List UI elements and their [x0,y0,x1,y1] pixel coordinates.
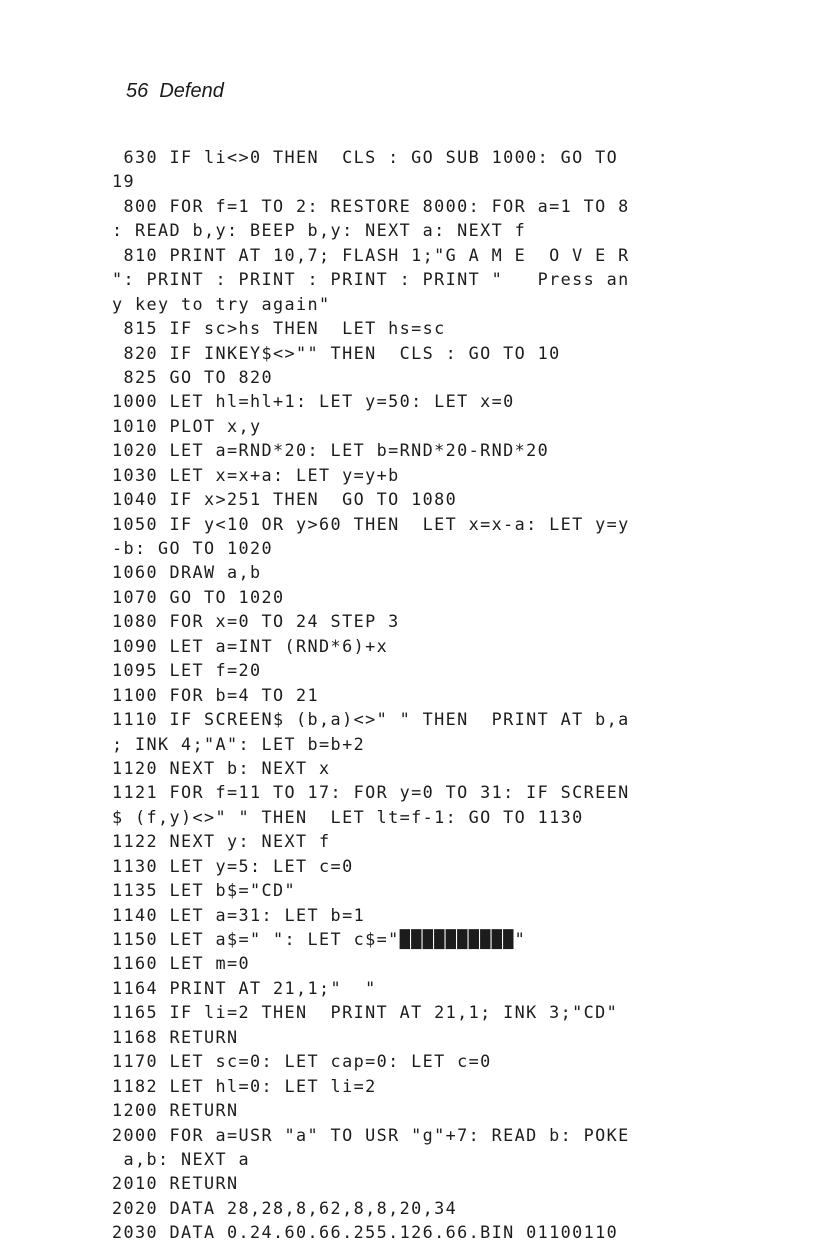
code-line: -b: GO TO 1020 [112,538,274,558]
code-line: 1010 PLOT x,y [112,415,262,436]
code-line: 800 FOR f=1 TO 2: RESTORE 8000: FOR a=1 TO 8 [112,195,630,216]
code-line: 1040 IF x>251 THEN GO TO 1080 [112,489,458,510]
code-line: 815 IF sc>hs THEN LET hs=sc [112,318,446,339]
code-line: 2030 DATA 0.24.60.66.255.126.66.BIN 01100110 [112,1222,619,1243]
code-line: 1164 PRINT AT 21,1;" " [112,977,377,998]
code-line: 1170 LET sc=0: LET cap=0: LET c=0 [112,1051,492,1072]
code-line: 1150 LET a$=" ": LET c$="██████████" [112,929,527,949]
code-line: 2010 RETURN [112,1173,239,1194]
code-line: 1110 IF SCREEN$ (b,a)<>" " THEN PRINT AT b,a [112,709,630,730]
program-listing [112,145,752,1245]
code-line: 1030 LET x=x+a: LET y=y+b [112,464,400,485]
code-line: 1120 NEXT b: NEXT x [112,757,331,778]
code-line: y key to try again" [112,293,331,314]
code-line: $ (f,y)<>" " THEN LET lt=f-1: GO TO 1130 [112,806,584,827]
code-line: ; INK 4;"A": LET b=b+2 [112,733,366,754]
code-line: 2000 FOR a=USR "a" TO USR "g"+7: READ b: POKE [112,1124,630,1145]
code-line: 1121 FOR f=11 TO 17: FOR y=0 TO 31: IF SCREEN [112,782,630,803]
code-line: ": PRINT : PRINT : PRINT : PRINT " Press an [112,269,630,290]
code-line: 1130 LET y=5: LET c=0 [112,855,354,876]
code-line: 1165 IF li=2 THEN PRINT AT 21,1; INK 3;"CD" [112,1002,619,1023]
code-line: 1100 FOR b=4 TO 21 [112,684,320,705]
code-line: 1050 IF y<10 OR y>60 THEN LET x=x-a: LET y=y [112,513,630,534]
code-line: 2020 DATA 28,28,8,62,8,8,20,34 [112,1197,458,1218]
code-line: 1070 GO TO 1020 [112,586,285,607]
code-line: : READ b,y: BEEP b,y: NEXT a: NEXT f [112,220,527,241]
code-line: 1020 LET a=RND*20: LET b=RND*20-RND*20 [112,440,550,461]
code-line: 1160 LET m=0 [112,953,251,974]
code-line: 1090 LET a=INT (RND*6)+x [112,635,389,656]
code-line: 1182 LET hl=0: LET li=2 [112,1075,377,1096]
code-line: 1168 RETURN [112,1026,239,1047]
page-header: 56 Defend [126,80,224,102]
code-line: 820 IF INKEY$<>"" THEN CLS : GO TO 10 [112,342,561,363]
code-line: 1140 LET a=31: LET b=1 [112,904,366,925]
code-line: 1060 DRAW a,b [112,562,262,583]
code-line: 630 IF li<>0 THEN CLS : GO SUB 1000: GO TO [112,147,619,167]
code-line: 1200 RETURN [112,1100,239,1121]
code-line: 1095 LET f=20 [112,660,262,681]
code-line: 19 [112,171,136,192]
code-line: 1135 LET b$="CD" [112,880,297,901]
code-line: 810 PRINT AT 10,7; FLASH 1;"G A M E O V E R [112,244,630,265]
code-line: 1000 LET hl=hl+1: LET y=50: LET x=0 [112,391,515,412]
code-line: a,b: NEXT a [112,1148,251,1169]
code-line: 1122 NEXT y: NEXT f [112,831,331,852]
code-line: 825 GO TO 820 [112,366,274,387]
code-line: 1080 FOR x=0 TO 24 STEP 3 [112,611,400,632]
